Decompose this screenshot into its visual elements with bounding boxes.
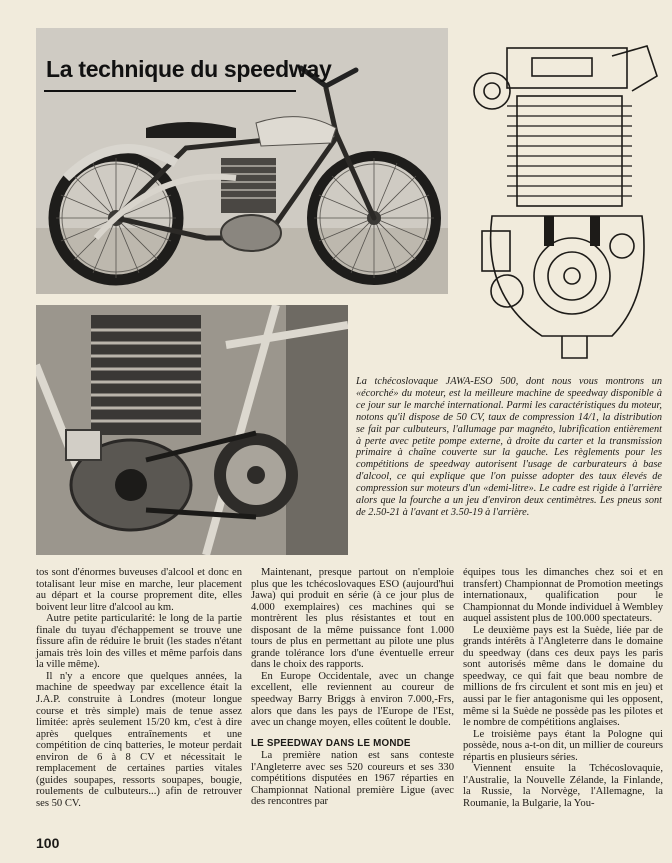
photo-caption: La tchécoslovaque JAWA-ESO 500, dont nous vous montrons un «écorché» du moteur, est la meilleure machine de speedway disponible à ce jour sur le marché international. Parmi les caractéristiques du moteur, notons qu'il dispose de 50 CV, taux de compression 14/1, la distribution se fait par culbuteurs, l'allumage par magnéto, lubrification entièrement à perte avec petite pompe externe, à droite du carter et la transmission primaire à chaîne couverte sur la gauche. Les règlements pour les compétitions de speedway autorisent l'usage de carburateurs à base d'alcool, ce qui explique que l'on puisse adopter des taux élevés de compression sur moteurs d'un «demi-litre». Le cadre est rigide à l'arrière alors que la fourche a un jeu d'environ deux centimètres. Les pneus sont de 2.50-21 à l'avant et 3.50-19 à l'arrière. [356, 376, 662, 518]
paragraph: Maintenant, presque partout on n'emploie plus que les tchécoslovaques ESO (aujourd'hui Jawa) qui produit en série (à ce jour plus de 4.000 exemplaires) ces machines qui se montrèrent les plus résistantes et tout en disposant de la même puissance font 1.000 tours de plus en permettant au pilote une plus grande tolérance lors d'une éventuelle erreur dans le choix des rapports. [251, 567, 454, 671]
article-column-3 [463, 567, 663, 809]
article-column-2 [251, 567, 454, 808]
paragraph: Autre petite particularité: le long de la partie finale du tuyau d'échappement se trouve une fissure afin de réduire le bruit (les stades n'étant jamais très loin des villes et même parfois dans la ville même). [36, 613, 242, 671]
paragraph: Le troisième pays étant la Pologne qui possède, nous a-t-on dit, un millier de coureurs répartis en plusieurs séries. [463, 728, 663, 763]
title-underline [44, 90, 296, 92]
article-column-1 [36, 567, 242, 809]
paragraph: Viennent ensuite la Tchécoslovaquie, l'Australie, la Nouvelle Zélande, la Finlande, la Russie, la Norvège, l'Allemagne, la Roumanie, la Bulgarie, la You- [463, 763, 663, 809]
engine-cutaway-drawing [462, 36, 662, 366]
paragraph: En Europe Occidentale, avec un change excellent, elle reviennent au coureur de speedway Barry Briggs à environ 7.000,-Frs, alors que dans les pays de l'Europe de l'Est, avec un change moyen, elles coûtent le double. [251, 670, 454, 729]
paragraph: Il n'y a encore que quelques années, la machine de speedway par excellence était la J.A.P. construite à Londres (moteur longue course et très simple) mais de tenue assez limitée: après seulement 15/20 km, c'est à dire après quelques entraînements et une compétition de cinq batteries, le moteur perdait environ de 6 à 8 CV et nécessitait le remplacement de certaines parties vitales (guides soupapes, ressorts soupapes, bougie, roulements de culbuteurs...) afin de retrouver ses 50 CV. [36, 670, 242, 809]
page-number: 100 [36, 835, 60, 851]
paragraph: équipes tous les dimanches chez soi et en transfert) Championnat de Promotion meetings internationaux, qualification pour le Championnat du Monde individuel à Wembley auquel assistent plus de 100.000 spectateurs. [463, 567, 663, 625]
page-title: La technique du speedway [46, 56, 332, 82]
paragraph: La première nation est sans conteste l'Angleterre avec ses 520 coureurs et ses 330 compétitions disputées en 1967 réparties en Championnat National première Ligue (avec des rencontres par [251, 750, 454, 808]
paragraph: Le deuxième pays est la Suède, liée par de grands intérêts à l'Angleterre dans le domaine du speedway (dans ces deux pays les paris sont autorisés même dans le domaine du speedway, ce qui fait que beau nombre de millions de frs circulent et sont mis en jeu) et aussi par le fier antagonisme qui les opposent, même si la Suède ne possède pas les pilotes et le nombre de compétitions anglaises. [463, 624, 663, 729]
engine-closeup-photo [36, 305, 348, 555]
section-heading: LE SPEEDWAY DANS LE MONDE [251, 737, 411, 749]
paragraph: tos sont d'énormes buveuses d'alcool et donc en totalisant leur mise en marche, leur placement au départ et la course proprement dite, elles boivent leur litre d'alcool au km. [36, 567, 242, 613]
